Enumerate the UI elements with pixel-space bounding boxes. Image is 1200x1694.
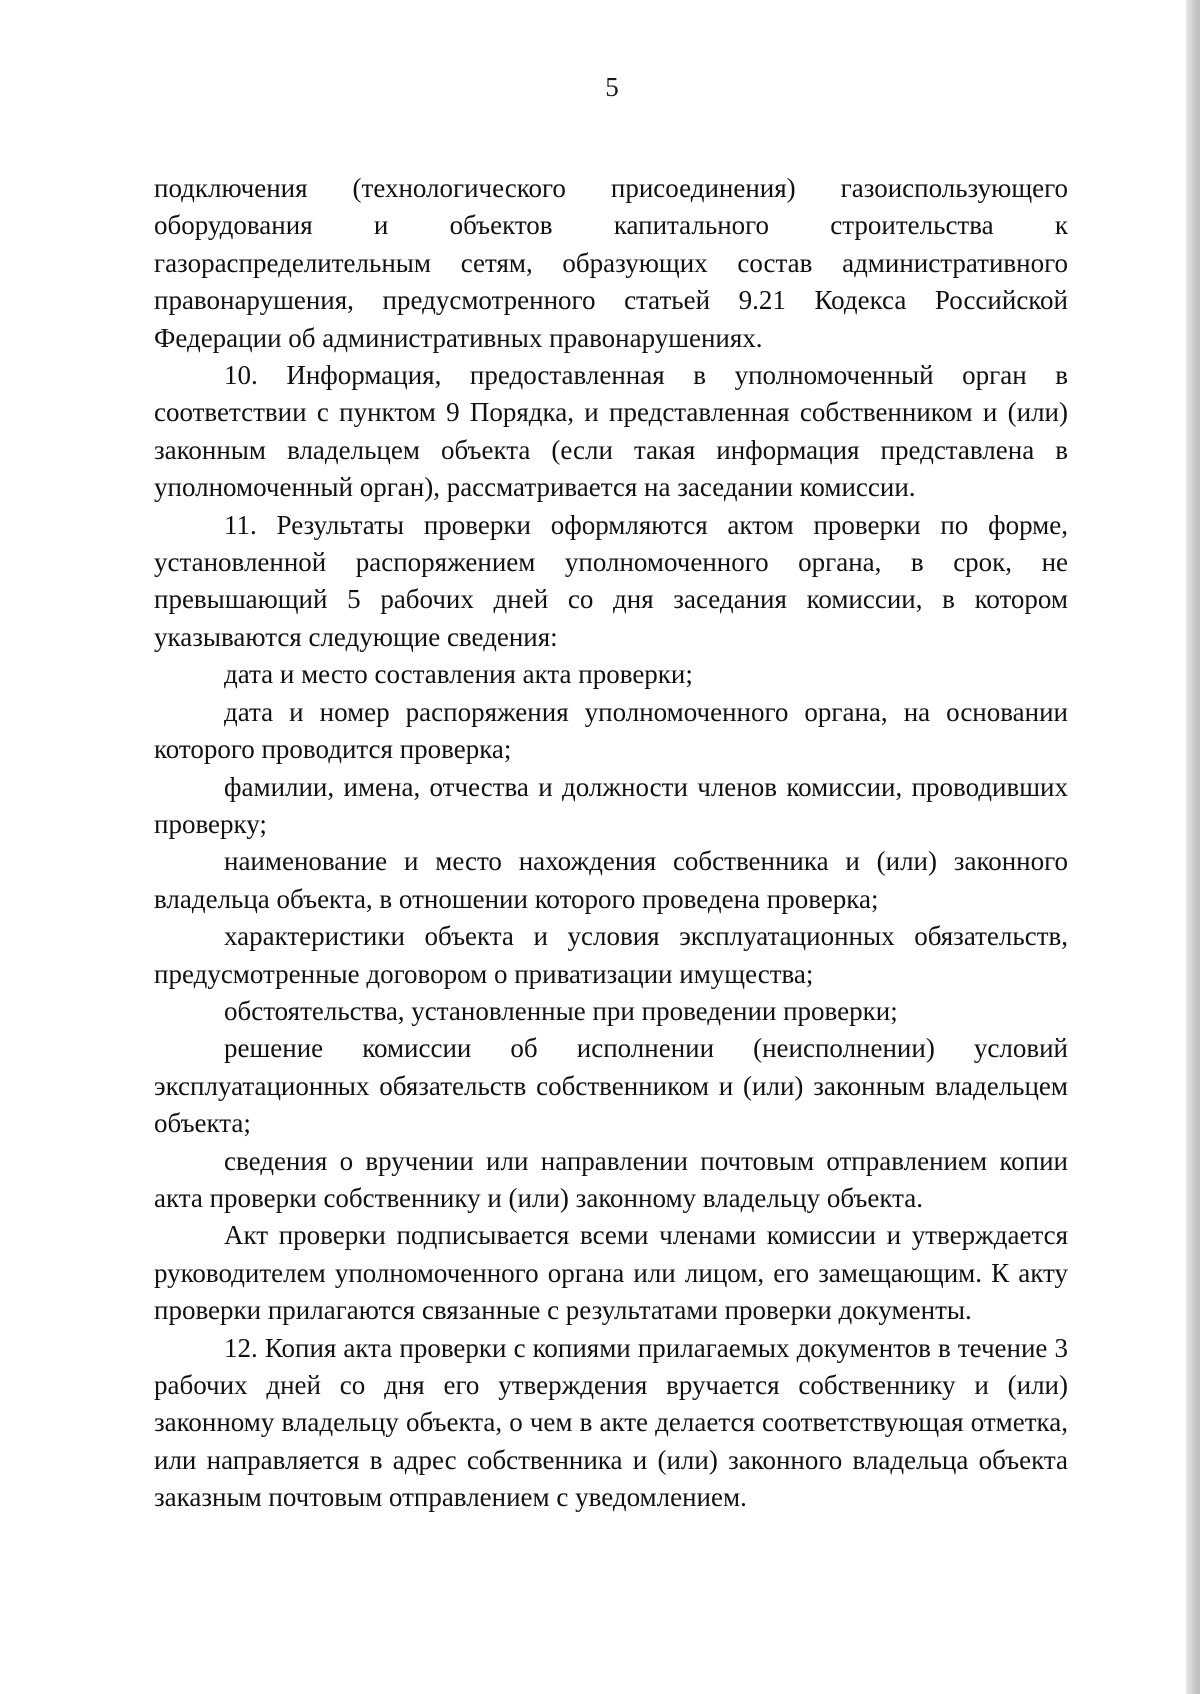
page-edge-shadow bbox=[1186, 0, 1200, 1694]
paragraph-item-10: 10. Информация, предоставленная в уполномоченный орган в соответствии с пунктом 9 Порядка, и представленная собственником и (или) законным владельцем объекта (если такая информация представлена в уполномоченный орган), рассматривается на заседании комиссии. bbox=[154, 360, 1068, 503]
paragraph-item-11: 11. Результаты проверки оформляются актом проверки по форме, установленной распоряжением уполномоченного органа, в срок, не превышающий 5 рабочих дней со дня заседания комиссии, в котором указываются следующие сведения: bbox=[154, 509, 1068, 652]
list-item-object-characteristics: характеристики объекта и условия эксплуатационных обязательств, предусмотренные договором о приватизации имущества; bbox=[154, 921, 1068, 989]
list-item-owner-name-location: наименование и место нахождения собственника и (или) законного владельца объекта, в отношении которого проведена проверка; bbox=[154, 846, 1068, 914]
list-item-act-date-place: дата и место составления акта проверки; bbox=[224, 659, 693, 690]
list-item-order-number: дата и номер распоряжения уполномоченного органа, на основании которого проводится проверка; bbox=[154, 696, 1068, 765]
paragraph-continuation: подключения (технологического присоединения) газоиспользующего оборудования и объектов капитального строительства к газораспределительным сетям, образующих состав административного правонарушения, предусмотренного статьей 9.21 Кодекса Российской Федерации об административных правонарушениях. bbox=[154, 173, 1068, 353]
page-number: 5 bbox=[605, 72, 619, 102]
document-body bbox=[154, 170, 1068, 1517]
paragraph-item-12: 12. Копия акта проверки с копиями прилагаемых документов в течение 3 рабочих дней со дня его утверждения вручается собственнику и (или) законному владельцу объекта, о чем в акте делается соответствующая отметка, или направляется в адрес собственника и (или) законного владельца объекта заказным почтовым отправлением с уведомлением. bbox=[154, 1332, 1068, 1513]
list-item-circumstances: обстоятельства, установленные при проведении проверки; bbox=[224, 995, 898, 1026]
paragraph-act-signing: Акт проверки подписывается всеми членами комиссии и утверждается руководителем уполномоченного органа или лицом, его замещающим. К акту проверки прилагаются связанные с результатами проверки документы. bbox=[154, 1220, 1068, 1326]
list-item-commission-decision: решение комиссии об исполнении (неисполнении) условий эксплуатационных обязательств собственником и (или) законным владельцем объекта; bbox=[154, 1033, 1068, 1139]
list-item-commission-members: фамилии, имена, отчества и должности членов комиссии, проводивших проверку; bbox=[154, 771, 1068, 839]
list-item-delivery-info: сведения о вручении или направлении почтовым отправлением копии акта проверки собственнику и (или) законному владельцу объекта. bbox=[154, 1145, 1068, 1213]
